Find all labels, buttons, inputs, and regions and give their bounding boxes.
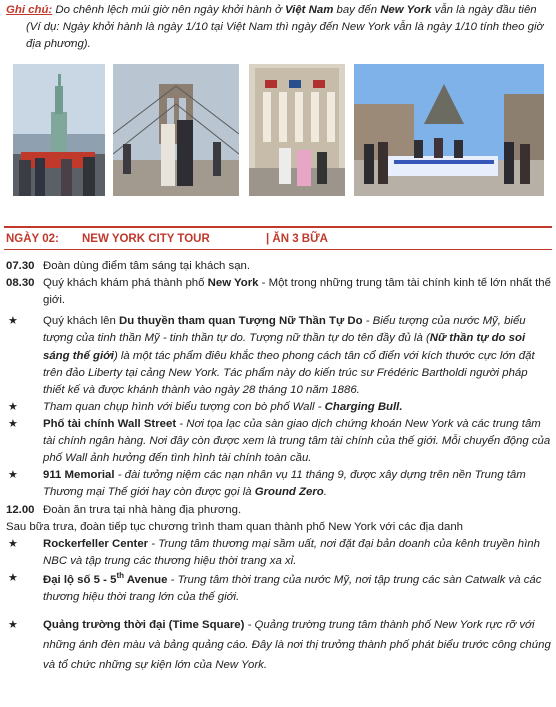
list-item: 12.00 Đoàn ăn trưa tại nhà hàng địa phương. (6, 502, 552, 519)
list-item: ★ Đại lộ số 5 - 5th Avenue - Trung tâm thời trang của nước Mỹ, nơi tập trung các sàn Catwalk và các thương hiệu thời trang lớn của thế giới. (8, 570, 542, 603)
list-item: ★ Quý khách lên Du thuyền tham quan Tượng Nữ Thần Tự Do - Biểu tượng của nước Mỹ, biểu tượng của tinh thần Mỹ - tinh thần tự do. Tượng nữ thần tự do tên đầy đủ là (Nữ thần tự do soi sáng thế giới) là một tác phẩm điêu khắc theo phong cách tân cổ điển với kích thước cực lớn đặt trên đảo Liberty tại cảng New York. Tác phẩm này do kiến trúc sư Frédéric Bartholdi người pháp thiết kế và được khánh thành vào ngày 28 tháng 10 năm 1886. (8, 315, 535, 396)
star-icon: ★ (8, 618, 18, 631)
star-icon: ★ (8, 417, 18, 430)
list-item: Sau bữa trưa, đoàn tiếp tục chương trình tham quan thành phố New York với các địa danh (6, 520, 464, 533)
list-item: ★ Quảng trường thời đại (Time Square) - Quảng trường trung tâm thành phố New York rực rỡ với những ánh đèn màu và bảng quảng cáo. Đây là nơi thị trưởng thành phố phát biểu trước công chúng và tổ chức những sự kiện lớn của New York. (6, 616, 552, 676)
list-item: ★ Phố tài chính Wall Street - Nơi tọa lạc của sàn giao dịch chứng khoán New York và các trung tâm tài chính ngân hàng. Nơi đây còn được xem là trung tâm tài chính của thế giới. Mỗi chuyển động của phố Wall ảnh hưởng đến tình hình tài chính toàn cầu. (8, 417, 551, 465)
photo-wall-street (249, 64, 345, 196)
star-icon: ★ (8, 469, 18, 482)
time-label: 08.30 (6, 277, 35, 290)
list-item: 07.30 Đoàn dùng điểm tâm sáng tại khách sạn. (6, 258, 552, 275)
day-title: NEW YORK CITY TOUR (82, 233, 210, 245)
photo-tour-group (354, 64, 544, 196)
star-icon: ★ (8, 537, 18, 550)
star-icon: ★ (8, 400, 18, 413)
time-label: 12.00 (6, 503, 35, 516)
star-icon: ★ (8, 315, 18, 328)
time-label: 07.30 (6, 260, 35, 272)
time-zone-note: Ghi chú: Do chênh lệch múi giờ nên ngày khởi hành ở Việt Nam bay đến New York vẫn là ngày đầu tiên (Ví dụ: Ngày khởi hành là ngày 1/10 tại Việt Nam thì ngày đến New York vẫn là ngày 1/10 tính theo giờ địa phương). (6, 4, 544, 51)
list-item: ★ 911 Memorial - đài tưởng niệm các nạn nhân vụ 11 tháng 9, được xây dựng trên nền Trung tâm Thương mại Thế giới hay còn được gọi là Ground Zero. (8, 469, 526, 499)
list-item: 08.30 Quý khách khám phá thành phố New York - Một trong những trung tâm tài chính kinh tế lớn nhất thế giới. (6, 277, 551, 307)
day-label: NGÀY 02: (6, 233, 59, 245)
itinerary (6, 258, 552, 676)
day-meals: | ĂN 3 BỮA (266, 233, 328, 245)
day-header (4, 226, 552, 250)
list-item: ★ Tham quan chụp hình với biểu tượng con bò phố Wall - Charging Bull. (6, 399, 552, 416)
list-item: ★ Rockerfeller Center - Trung tâm thương mại sầm uất, nơi đặt đại bản doanh của kênh truyền hình NBC và tập trung các thương hiệu thời trang xa xỉ. (8, 537, 540, 567)
photo-statue-of-liberty (13, 64, 105, 196)
note-label: Ghi chú: (6, 4, 53, 16)
photo-strip (0, 64, 556, 196)
photo-brooklyn-bridge (113, 64, 239, 196)
star-icon: ★ (8, 571, 18, 584)
